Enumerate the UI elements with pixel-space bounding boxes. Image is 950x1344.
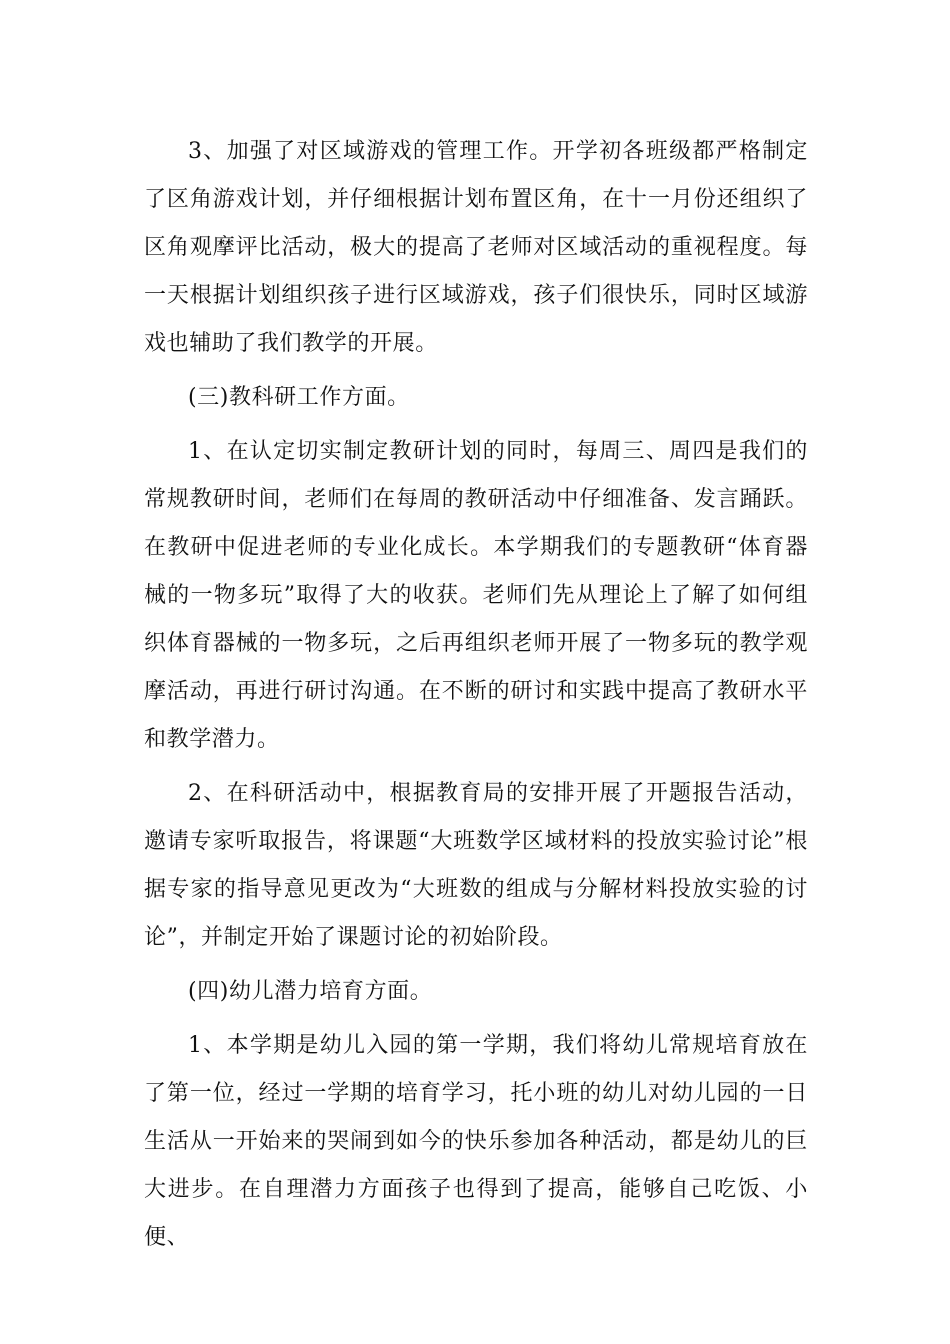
section-heading-research: (三)教科研工作方面。 — [188, 385, 410, 410]
paragraph-area-games: 3、加强了对区域游戏的管理工作。开学初各班级都严格制定了区角游戏计划，并仔细根据计划布置区角，在十一月份还组织了区角观摩评比活动，极大的提高了老师对区域活动的重视程度。每一天根据计划组织孩子进行区域游戏，孩子们很快乐，同时区域游戏也辅助了我们教学的开展。 — [144, 139, 808, 356]
paragraph-teaching-research: 1、在认定切实制定教研计划的同时，每周三、周四是我们的常规教研时间，老师们在每周的教研活动中仔细准备、发言踊跃。在教研中促进老师的专业化成长。本学期我们的专题教研“体育器械的一物多玩”取得了大的收获。老师们先从理论上了解了如何组织体育器械的一物多玩，之后再组织老师开展了一物多玩的教学观摩活动，再进行研讨沟通。在不断的研讨和实践中提高了教研水平和教学潜力。 — [144, 439, 808, 752]
document-body — [144, 128, 808, 1268]
paragraph-scientific-research: 2、在科研活动中，根据教育局的安排开展了开题报告活动，邀请专家听取报告，将课题“大班数学区域材料的投放实验讨论”根据专家的指导意见更改为“大班数的组成与分解材料投放实验的讨论”，并制定开始了课题讨论的初始阶段。 — [144, 781, 808, 950]
paragraph-child-routine: 1、本学期是幼儿入园的第一学期，我们将幼儿常规培育放在了第一位，经过一学期的培育学习，托小班的幼儿对幼儿园的一日生活从一开始来的哭闹到如今的快乐参加各种活动，都是幼儿的巨大进步。在自理潜力方面孩子也得到了提高，能够自己吃饭、小便、 — [144, 1033, 808, 1250]
section-heading-child-potential: (四)幼儿潜力培育方面。 — [188, 979, 433, 1004]
